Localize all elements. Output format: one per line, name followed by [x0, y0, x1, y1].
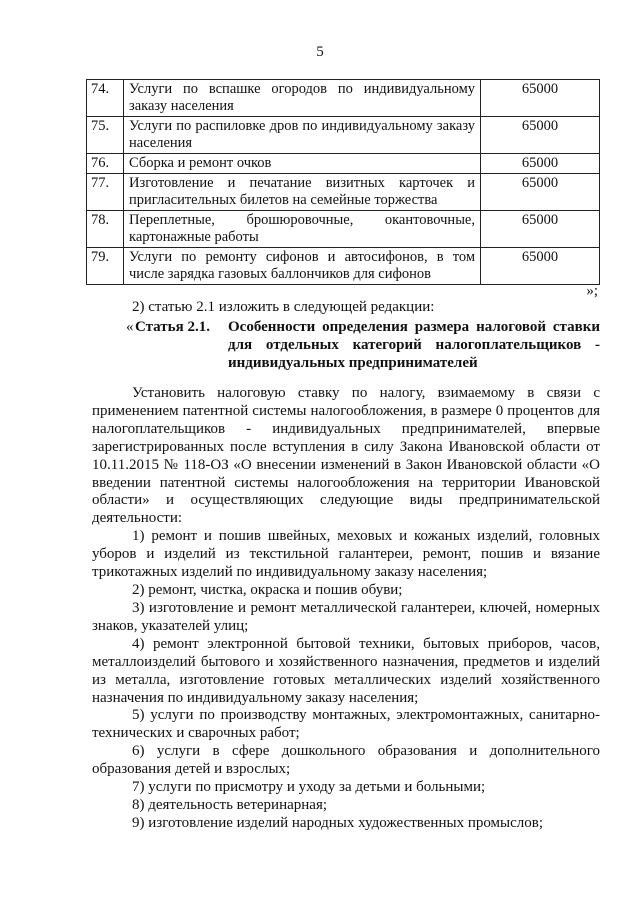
row-description: Сборка и ремонт очков: [124, 154, 481, 174]
row-value: 65000: [481, 80, 600, 117]
list-item: 8) деятельность ветеринарная;: [132, 797, 328, 813]
row-value: 65000: [481, 117, 600, 154]
list-item: 2) ремонт, чистка, окраска и пошив обуви;: [132, 582, 403, 598]
row-number: 78.: [87, 211, 124, 248]
row-description: Услуги по вспашке огородов по индивидуальному заказу населения: [124, 80, 481, 117]
table-row: [87, 174, 600, 211]
row-description: Переплетные, брошюровочные, окантовочные, картонажные работы: [124, 211, 481, 248]
article-heading: [126, 318, 600, 372]
table-row: [87, 117, 600, 154]
row-number: 75.: [87, 117, 124, 154]
table-row: [87, 154, 600, 174]
article-open-quote: «: [126, 319, 134, 335]
closing-quote: »;: [586, 283, 598, 299]
row-number: 76.: [87, 154, 124, 174]
row-description: Изготовление и печатание визитных карточек и пригласительных билетов на семейные торжества: [124, 174, 481, 211]
table-row: [87, 211, 600, 248]
article-label: Статья 2.1.: [135, 319, 210, 335]
amendment-line: 2) статью 2.1 изложить в следующей редакции:: [132, 299, 435, 315]
row-value: 65000: [481, 211, 600, 248]
row-number: 77.: [87, 174, 124, 211]
article-title: Особенности определения размера налоговой ставки для отдельных категорий налогоплательщиков - индивидуальных предпринимателей: [228, 319, 600, 371]
list-item: 1) ремонт и пошив швейных, меховых и кожаных изделий, головных уборов и изделий из текстильной галантереи, ремонт, пошив и вязание трикотажных изделий по индивидуальному заказу населения;: [92, 528, 600, 580]
page-number: 5: [316, 44, 324, 60]
row-number: 74.: [87, 80, 124, 117]
services-table: [86, 79, 600, 285]
main-paragraph: Установить налоговую ставку по налогу, взимаемому в связи с применением патентной системы налогообложения, в размере 0 процентов для налогоплательщиков - индивидуальных предпринимателей, впервые зарегистрированных после вступления в силу Закона Ивановской области от 10.11.2015 № 118-ОЗ «О внесении изменений в Закон Ивановской области «О введении патентной системы налогообложения на территории Ивановской области» и осуществляющих следующие виды предпринимательской деятельности:: [92, 385, 600, 527]
table-row: [87, 80, 600, 117]
row-description: Услуги по ремонту сифонов и автосифонов, в том числе зарядка газовых баллончиков для сифонов: [124, 248, 481, 285]
row-value: 65000: [481, 154, 600, 174]
table-row: [87, 248, 600, 285]
list-item: 9) изготовление изделий народных художественных промыслов;: [132, 815, 544, 831]
list-item: 7) услуги по присмотру и уходу за детьми и больными;: [132, 779, 486, 795]
row-value: 65000: [481, 174, 600, 211]
row-description: Услуги по распиловке дров по индивидуальному заказу населения: [124, 117, 481, 154]
row-value: 65000: [481, 248, 600, 285]
list-item: 4) ремонт электронной бытовой техники, бытовых приборов, часов, металлоизделий бытового и хозяйственного назначения, предметов и изделий из металла, изготовление готовых металлических изделий хозяйственного назначения по индивидуальному заказу населения;: [92, 636, 600, 706]
list-item: 6) услуги в сфере дошкольного образования и дополнительного образования детей и взрослых;: [92, 743, 600, 777]
row-number: 79.: [87, 248, 124, 285]
list-item: 3) изготовление и ремонт металлической галантереи, ключей, номерных знаков, указателей улиц;: [92, 600, 600, 634]
list-item: 5) услуги по производству монтажных, электромонтажных, санитарно-технических и сварочных работ;: [92, 707, 600, 741]
